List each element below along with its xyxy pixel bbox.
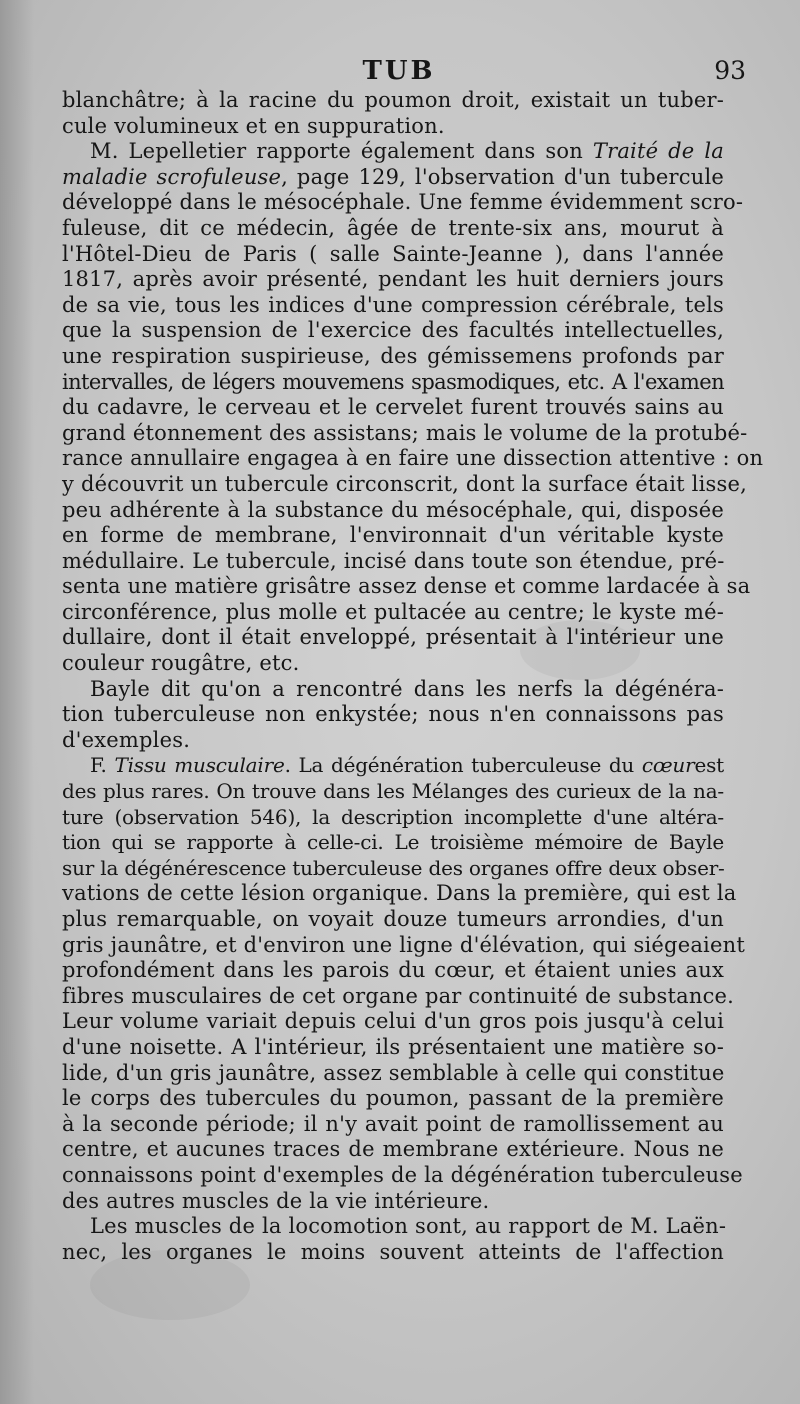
text-line: en forme de membrane, l'environnait d'un véritable kyste [62, 523, 724, 548]
text-line: Bayle dit qu'on a rencontré dans les nerfs la dégénéra- [90, 676, 724, 701]
text-line: médullaire. Le tubercule, incisé dans toute son étendue, pré- [62, 548, 725, 573]
text-line: grand étonnement des assistans; mais le volume de la protubé- [62, 420, 748, 445]
italic-text: Tissu musculaire [114, 753, 285, 778]
italic-text: Traité de la [592, 139, 724, 164]
text-line: peu adhérente à la substance du mésocéphale, qui, disposée [62, 497, 724, 522]
text-line: centre, et aucunes traces de membrane extérieure. Nous ne [62, 1137, 724, 1162]
text-line: que la suspension de l'exercice des facultés intellectuelles, [62, 318, 724, 343]
text-line: dullaire, dont il était enveloppé, présentait à l'intérieur une [62, 625, 724, 650]
text-line: d'exemples. [62, 727, 191, 752]
text-line: des autres muscles de la vie intérieure. [62, 1188, 490, 1213]
text-line: gris jaunâtre, et d'environ une ligne d'élévation, qui siégeaient [62, 932, 745, 957]
text-line: nec, les organes le moins souvent atteints de l'affection [62, 1239, 724, 1264]
italic-text: cœur [641, 753, 695, 778]
text-line: des plus rares. On trouve dans les Mélanges des curieux de la na- [62, 779, 724, 804]
text-line: développé dans le mésocéphale. Une femme évidemment scro- [62, 190, 744, 215]
text-line: Leur volume variait depuis celui d'un gros pois jusqu'à celui [62, 1009, 724, 1034]
text-line: du cadavre, le cerveau et le cervelet furent trouvés sains au [62, 395, 724, 420]
text-line: profondément dans les parois du cœur, et étaient unies aux [62, 958, 724, 983]
page-header [64, 56, 746, 90]
text-line [62, 165, 724, 191]
text-line: d'une noisette. A l'intérieur, ils présentaient une matière so- [62, 1034, 724, 1059]
text-line: de sa vie, tous les indices d'une compression cérébrale, tels [62, 292, 724, 317]
text-segment: . La dégénération tuberculeuse du [284, 753, 642, 778]
text-line: une respiration suspirieuse, des gémissemens profonds par [62, 343, 724, 368]
text-line: le corps des tubercules du poumon, passant de la première [62, 1086, 724, 1111]
text-line: senta une matière grisâtre assez dense et comme lardacée à sa [62, 574, 751, 599]
text-line: ture (observation 546), la description incomplette d'une altéra- [62, 804, 724, 829]
text-line [62, 753, 724, 779]
text-segment: F. [90, 753, 115, 778]
text-line: intervalles, de légers mouvemens spasmodiques, etc. A l'examen [62, 369, 724, 394]
text-line: vations de cette lésion organique. Dans la première, qui est la [62, 881, 737, 906]
text-line: 1817, après avoir présenté, pendant les huit derniers jours [62, 267, 724, 292]
text-line: fuleuse, dit ce médecin, âgée de trente-six ans, mourut à [62, 215, 724, 240]
text-line: rance annullaire engagea à en faire une dissection attentive : on [62, 446, 764, 471]
text-line: fibres musculaires de cet organe par continuité de substance. [62, 983, 735, 1008]
italic-text: maladie scrofuleuse [62, 164, 282, 189]
text-line: plus remarquable, on voyait douze tumeurs arrondies, d'un [62, 907, 724, 931]
text-line: blanchâtre; à la racine du poumon droit, existait un tuber- [62, 88, 724, 112]
text-line: cule volumineux et en suppuration. [62, 113, 445, 138]
running-head: TUB [362, 56, 436, 86]
text-line: tion qui se rapporte à celle-ci. Le troisième mémoire de Bayle [62, 830, 724, 855]
body-text [62, 88, 764, 1265]
text-segment: , page 129, l'observation d'un tubercule [281, 164, 724, 189]
text-line: sur la dégénérescence tuberculeuse des organes offre deux obser- [62, 855, 725, 880]
text-line: circonférence, plus molle et pultacée au centre; le kyste mé- [62, 599, 724, 624]
text-line: connaissons point d'exemples de la dégénération tuberculeuse [62, 1162, 743, 1187]
text-line: tion tuberculeuse non enkystée; nous n'en connaissons pas [62, 702, 724, 727]
text-line: lide, d'un gris jaunâtre, assez semblable à celle qui constitue [62, 1060, 725, 1085]
text-segment: est [694, 753, 724, 778]
text-line: couleur rougâtre, etc. [62, 651, 300, 676]
text-line: l'Hôtel-Dieu de Paris ( salle Sainte-Jeanne ), dans l'année [62, 241, 724, 266]
text-line [62, 139, 724, 165]
page-number: 93 [714, 56, 746, 85]
text-line: y découvrit un tubercule circonscrit, dont la surface était lisse, [62, 471, 747, 496]
text-line: à la seconde période; il n'y avait point de ramollissement au [62, 1111, 724, 1136]
text-line: Les muscles de la locomotion sont, au rapport de M. Laën- [90, 1214, 727, 1239]
text-segment: M. Lepelletier rapporte également dans son [90, 139, 593, 164]
